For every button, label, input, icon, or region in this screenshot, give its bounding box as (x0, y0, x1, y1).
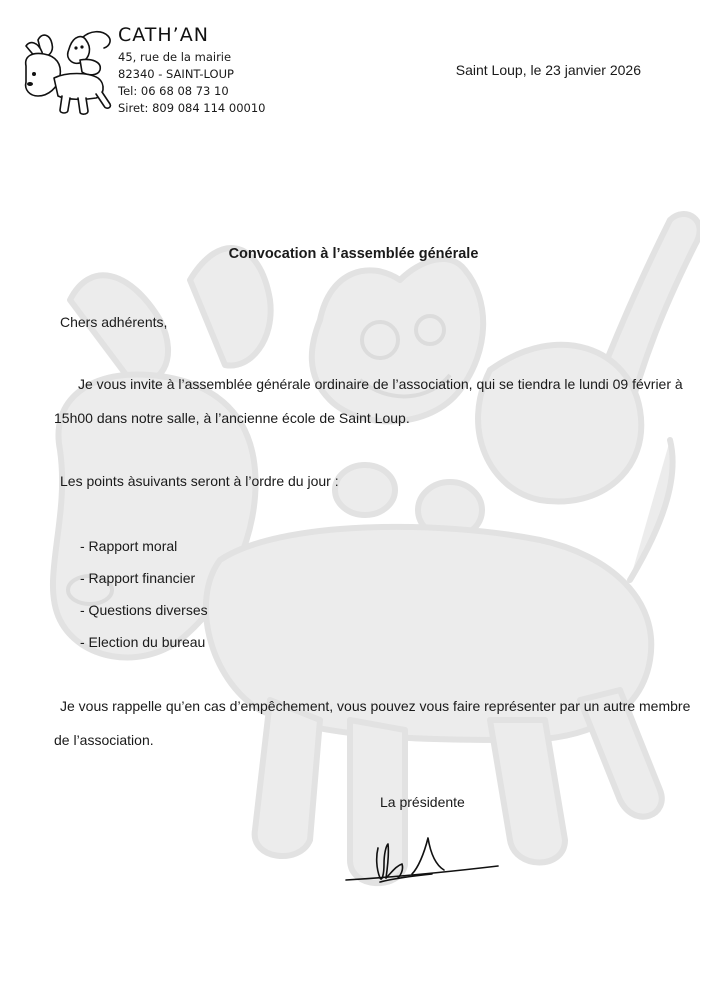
agenda-intro: Les points àsuivants seront à l’ordre du jour : (60, 473, 339, 489)
handwritten-signature (340, 834, 500, 894)
agenda-item: - Election du bureau (80, 634, 206, 650)
paragraph-1-line-2: 15h00 dans notre salle, à l’ancienne école de Saint Loup. (54, 410, 410, 426)
agenda-item: - Rapport financier (80, 570, 196, 586)
phone-number: Tel: 06 68 08 73 10 (118, 84, 229, 98)
agenda-item: - Rapport moral (80, 538, 178, 554)
paragraph-1-line-1: Je vous invite à l’assemblée générale ordinaire de l’association, qui se tiendra le lundi 09 février à (78, 376, 683, 392)
letter-title: Convocation à l’assemblée générale (228, 246, 479, 262)
date-place: Saint Loup, le 23 janvier 2026 (455, 62, 641, 78)
donkey-and-cat-logo-icon (20, 26, 114, 116)
closing-line-2: de l’association. (54, 732, 154, 748)
organization-name: CATH’AN (118, 24, 209, 46)
address-city: 82340 - SAINT-LOUP (118, 67, 234, 81)
signatory-title: La présidente (380, 794, 465, 810)
siret-number: Siret: 809 084 114 00010 (118, 101, 266, 115)
organization-block (118, 24, 265, 117)
greeting: Chers adhérents, (60, 314, 168, 330)
closing-line-1: Je vous rappelle qu’en cas d’empêchement, vous pouvez vous faire représenter par un autre membre (60, 698, 691, 714)
agenda-item: - Questions diverses (80, 602, 208, 618)
address-street: 45, rue de la mairie (118, 50, 232, 64)
